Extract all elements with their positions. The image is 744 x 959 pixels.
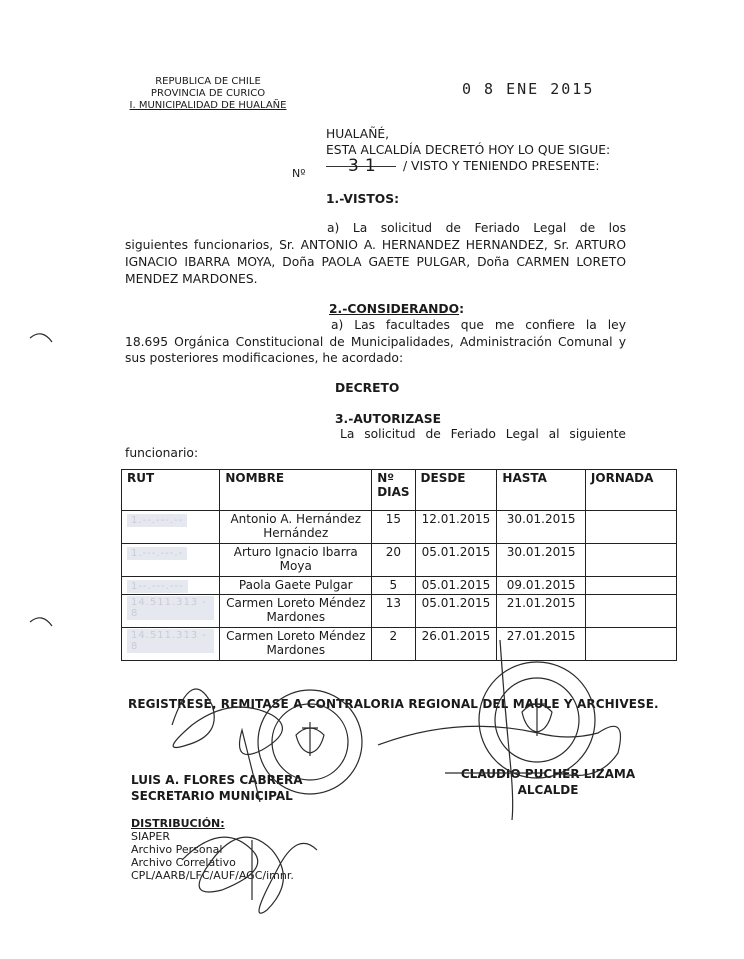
rut-value: 1--.---.--- <box>127 580 188 593</box>
col-header-hasta: HASTA <box>497 470 586 511</box>
decree-number: 31 <box>348 156 382 176</box>
date-stamp: 0 8 ENE 2015 <box>462 80 595 98</box>
considerando-heading-text: 2.-CONSIDERANDO <box>329 302 460 316</box>
cell-nombre: Carmen Loreto Méndez Mardones <box>220 595 372 628</box>
header-line-republic: REPUBLICA DE CHILE <box>155 76 261 87</box>
distribution-heading: DISTRIBUCIÓN: <box>131 817 225 830</box>
mayor-title: ALCALDE <box>517 783 579 797</box>
closing-line: REGISTRESE, REMITASE A CONTRALORIA REGIONAL DEL MAULE Y ARCHIVESE. <box>128 697 659 711</box>
distribution-block <box>131 817 294 882</box>
cell-desde: 26.01.2015 <box>415 628 497 661</box>
cell-jornada <box>585 628 676 661</box>
cell-nombre: Antonio A. Hernández Hernández <box>220 511 372 544</box>
visto-line: / VISTO Y TENIENDO PRESENTE: <box>403 159 600 173</box>
mayor-seal-icon <box>479 662 595 778</box>
table-row <box>122 511 677 544</box>
cell-hasta: 21.01.2015 <box>497 595 586 628</box>
distribution-item: SIAPER <box>131 830 170 843</box>
autorizase-text-first: La solicitud de Feriado Legal al siguiente <box>340 427 626 441</box>
vistos-text-line4: MENDEZ MARDONES. <box>125 272 258 286</box>
autorizase-heading: 3.-AUTORIZASE <box>335 412 442 426</box>
margin-mark-icon <box>30 618 52 626</box>
col-header-jornada: JORNADA <box>585 470 676 511</box>
vistos-text-line2: siguientes funcionarios, Sr. ANTONIO A. HERNANDEZ HERNANDEZ, Sr. ARTURO <box>125 238 626 252</box>
considerando-heading <box>329 302 464 317</box>
vistos-heading: 1.-VISTOS: <box>326 192 400 206</box>
cell-rut <box>122 595 220 628</box>
decree-number-block <box>326 156 396 176</box>
table-row <box>122 544 677 577</box>
cell-dias: 5 <box>372 577 415 595</box>
cell-desde: 05.01.2015 <box>415 544 497 577</box>
leave-table <box>121 469 677 661</box>
cell-rut <box>122 628 220 661</box>
cell-rut <box>122 511 220 544</box>
vistos-text-line3: IGNACIO IBARRA MOYA, Doña PAOLA GAETE PULGAR, Doña CARMEN LORETO <box>125 255 626 269</box>
cell-desde: 05.01.2015 <box>415 595 497 628</box>
col-header-nombre: NOMBRE <box>220 470 372 511</box>
rut-value: 1.---.---.- <box>127 547 187 560</box>
distribution-item: CPL/AARB/LFC/AUF/AGC/imnr. <box>131 869 294 882</box>
rut-value: 14.511.313 - 8 <box>127 629 214 653</box>
cell-jornada <box>585 511 676 544</box>
considerando-text-line2: 18.695 Orgánica Constitucional de Municipalidades, Administración Comunal y <box>125 335 626 349</box>
col-header-dias: Nº DIAS <box>372 470 415 511</box>
cell-nombre: Arturo Ignacio Ibarra Moya <box>220 544 372 577</box>
cell-dias: 20 <box>372 544 415 577</box>
cell-jornada <box>585 577 676 595</box>
vistos-text-first: a) La solicitud de Feriado Legal de los <box>327 221 626 235</box>
margin-mark-icon <box>30 334 52 342</box>
secretary-name: LUIS A. FLORES CABRERA <box>131 773 303 787</box>
autorizase-text-line2: funcionario: <box>125 446 199 460</box>
distribution-item: Archivo Correlativo <box>131 856 236 869</box>
col-header-desde: DESDE <box>415 470 497 511</box>
considerando-text-first: a) Las facultades que me confiere la ley <box>331 318 626 332</box>
cell-dias: 13 <box>372 595 415 628</box>
table-row <box>122 595 677 628</box>
secretary-title-text: SECRETARIO MUNICIPAL <box>131 789 293 803</box>
cell-desde: 12.01.2015 <box>415 511 497 544</box>
decree-number-label: Nº <box>292 167 306 180</box>
considerando-colon: : <box>459 302 464 316</box>
cell-hasta: 09.01.2015 <box>497 577 586 595</box>
cell-nombre: Paola Gaete Pulgar <box>220 577 372 595</box>
table-row <box>122 628 677 661</box>
cell-hasta: 27.01.2015 <box>497 628 586 661</box>
place-line: HUALAÑÉ, <box>326 127 390 141</box>
header-line-municipality: I. MUNICIPALIDAD DE HUALAÑE <box>129 100 287 111</box>
cell-nombre: Carmen Loreto Méndez Mardones <box>220 628 372 661</box>
mayor-signature-block <box>458 766 638 798</box>
secretary-signature-block <box>131 772 303 804</box>
alcaldia-line: ESTA ALCALDÍA DECRETÓ HOY LO QUE SIGUE: <box>326 143 611 157</box>
decreto-heading: DECRETO <box>335 381 400 395</box>
mayor-name: CLAUDIO PUCHER LIZAMA <box>460 767 636 781</box>
distribution-item: Archivo Personal <box>131 843 223 856</box>
rut-value: 1.--.---.-- <box>127 514 187 527</box>
col-header-rut: RUT <box>122 470 220 511</box>
cell-dias: 15 <box>372 511 415 544</box>
cell-rut <box>122 577 220 595</box>
cell-desde: 05.01.2015 <box>415 577 497 595</box>
cell-jornada <box>585 544 676 577</box>
rut-value: 14.511.313 - 8 <box>127 596 214 620</box>
table-header-row <box>122 470 677 511</box>
table-row <box>122 577 677 595</box>
cell-rut <box>122 544 220 577</box>
cell-hasta: 30.01.2015 <box>497 544 586 577</box>
cell-jornada <box>585 595 676 628</box>
cell-hasta: 30.01.2015 <box>497 511 586 544</box>
institution-header <box>113 76 303 112</box>
considerando-text-line3: sus posteriores modificaciones, he acordado: <box>125 351 404 365</box>
header-line-province: PROVINCIA DE CURICO <box>150 88 266 99</box>
cell-dias: 2 <box>372 628 415 661</box>
